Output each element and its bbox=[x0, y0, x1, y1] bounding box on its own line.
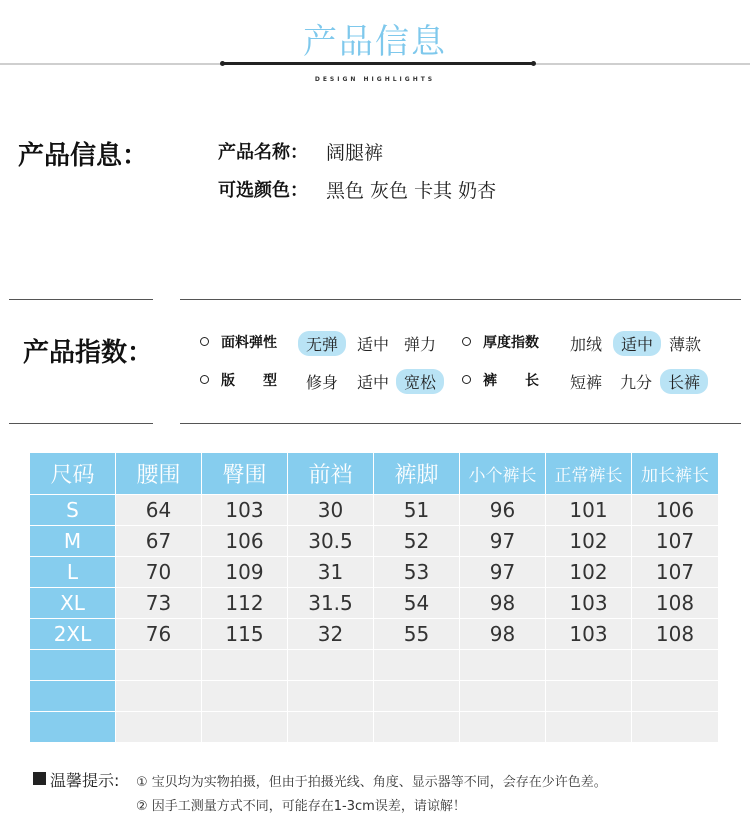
table-empty-row bbox=[30, 712, 719, 743]
index-section-label: 产品指数： bbox=[23, 338, 154, 368]
table-cell: 51 bbox=[374, 495, 460, 526]
table-cell: 55 bbox=[374, 619, 460, 650]
table-cell: 31 bbox=[288, 557, 374, 588]
size-cell: S bbox=[30, 495, 116, 526]
table-cell bbox=[632, 712, 719, 743]
size-cell: L bbox=[30, 557, 116, 588]
table-cell: 107 bbox=[632, 526, 719, 557]
column-header: 尺码 bbox=[30, 453, 116, 495]
table-cell: 115 bbox=[202, 619, 288, 650]
table-cell bbox=[460, 650, 546, 681]
index-option-selected: 宽松 bbox=[396, 369, 444, 394]
colors-key: 可选颜色： bbox=[218, 180, 308, 201]
column-header: 裤脚 bbox=[374, 453, 460, 495]
table-header-row bbox=[30, 453, 719, 495]
index-option: 适中 bbox=[357, 335, 390, 354]
table-cell: 102 bbox=[546, 526, 632, 557]
column-header: 加长裤长 bbox=[632, 453, 719, 495]
table-cell: 107 bbox=[632, 557, 719, 588]
table-cell bbox=[116, 681, 202, 712]
index-option: 短裤 bbox=[570, 373, 603, 392]
table-cell: 64 bbox=[116, 495, 202, 526]
product-name-value: 阔腿裤 bbox=[326, 142, 384, 164]
table-cell bbox=[460, 681, 546, 712]
table-cell bbox=[288, 681, 374, 712]
index-option-selected: 长裤 bbox=[660, 369, 708, 394]
table-empty-row bbox=[30, 681, 719, 712]
table-cell: 52 bbox=[374, 526, 460, 557]
table-cell: 31.5 bbox=[288, 588, 374, 619]
size-cell bbox=[30, 712, 116, 743]
table-cell: 108 bbox=[632, 588, 719, 619]
index-name-length: 裤 长 bbox=[483, 373, 539, 389]
table-cell bbox=[202, 681, 288, 712]
column-header: 正常裤长 bbox=[546, 453, 632, 495]
notes-square-icon bbox=[33, 772, 46, 785]
index-option: 九分 bbox=[620, 373, 653, 392]
table-cell: 67 bbox=[116, 526, 202, 557]
table-cell: 73 bbox=[116, 588, 202, 619]
index-option-selected: 无弹 bbox=[298, 331, 346, 356]
index-option: 弹力 bbox=[404, 335, 437, 354]
column-header: 臀围 bbox=[202, 453, 288, 495]
bullet-icon bbox=[462, 337, 471, 346]
table-cell bbox=[546, 681, 632, 712]
table-cell: 109 bbox=[202, 557, 288, 588]
size-cell bbox=[30, 681, 116, 712]
table-cell bbox=[374, 681, 460, 712]
table-cell: 97 bbox=[460, 557, 546, 588]
colors-value: 黑色 灰色 卡其 奶杏 bbox=[326, 180, 497, 202]
table-cell bbox=[374, 650, 460, 681]
divider-right-top bbox=[180, 299, 741, 300]
table-cell bbox=[288, 712, 374, 743]
table-cell bbox=[202, 712, 288, 743]
table-cell bbox=[374, 712, 460, 743]
table-cell: 32 bbox=[288, 619, 374, 650]
table-cell: 76 bbox=[116, 619, 202, 650]
table-cell: 101 bbox=[546, 495, 632, 526]
table-cell: 103 bbox=[202, 495, 288, 526]
size-cell: XL bbox=[30, 588, 116, 619]
bullet-icon bbox=[200, 337, 209, 346]
table-cell: 98 bbox=[460, 588, 546, 619]
table-cell: 102 bbox=[546, 557, 632, 588]
table-cell bbox=[202, 650, 288, 681]
accent-dot-right bbox=[531, 61, 536, 66]
column-header: 腰围 bbox=[116, 453, 202, 495]
note-item: ① 宝贝均为实物拍摄，但由于拍摄光线、角度、显示器等不同，会存在少许色差。 bbox=[136, 775, 607, 790]
index-option: 加绒 bbox=[570, 335, 603, 354]
divider-left-bottom bbox=[9, 423, 153, 424]
info-section-label: 产品信息： bbox=[18, 141, 149, 171]
table-empty-row bbox=[30, 650, 719, 681]
table-cell: 70 bbox=[116, 557, 202, 588]
table-cell: 103 bbox=[546, 619, 632, 650]
table-row bbox=[30, 526, 719, 557]
table-row bbox=[30, 495, 719, 526]
table-cell: 106 bbox=[202, 526, 288, 557]
notes-title: 温馨提示: bbox=[50, 771, 120, 790]
table-cell: 112 bbox=[202, 588, 288, 619]
note-item: ② 因手工测量方式不同，可能存在1-3cm误差，请谅解！ bbox=[136, 799, 466, 814]
table-cell: 96 bbox=[460, 495, 546, 526]
column-header: 小个裤长 bbox=[460, 453, 546, 495]
table-cell bbox=[288, 650, 374, 681]
index-option: 薄款 bbox=[669, 335, 702, 354]
table-cell bbox=[632, 650, 719, 681]
table-cell bbox=[460, 712, 546, 743]
table-cell: 54 bbox=[374, 588, 460, 619]
page-title: 产品信息 bbox=[303, 22, 447, 62]
size-cell bbox=[30, 650, 116, 681]
product-name-key: 产品名称： bbox=[218, 142, 308, 163]
table-cell: 30.5 bbox=[288, 526, 374, 557]
index-name-thickness: 厚度指数 bbox=[483, 335, 539, 351]
table-cell: 98 bbox=[460, 619, 546, 650]
index-name-fit: 版 型 bbox=[221, 373, 277, 389]
header-accent-line bbox=[224, 62, 534, 65]
bullet-icon bbox=[200, 375, 209, 384]
table-cell: 108 bbox=[632, 619, 719, 650]
table-cell bbox=[116, 650, 202, 681]
index-option: 修身 bbox=[306, 373, 339, 392]
index-option-selected: 适中 bbox=[613, 331, 661, 356]
table-row bbox=[30, 619, 719, 650]
table-cell: 106 bbox=[632, 495, 719, 526]
index-name-fabric: 面料弹性 bbox=[221, 335, 277, 351]
table-row bbox=[30, 588, 719, 619]
column-header: 前裆 bbox=[288, 453, 374, 495]
accent-dot-left bbox=[220, 61, 225, 66]
table-cell bbox=[546, 650, 632, 681]
table-cell: 53 bbox=[374, 557, 460, 588]
table-cell bbox=[632, 681, 719, 712]
page-subtitle: DESIGN HIGHLIGHTS bbox=[314, 76, 436, 83]
size-cell: M bbox=[30, 526, 116, 557]
size-table bbox=[29, 452, 719, 743]
index-option: 适中 bbox=[357, 373, 390, 392]
table-cell: 30 bbox=[288, 495, 374, 526]
table-cell: 97 bbox=[460, 526, 546, 557]
bullet-icon bbox=[462, 375, 471, 384]
table-cell bbox=[116, 712, 202, 743]
divider-right-bottom bbox=[180, 423, 741, 424]
table-cell: 103 bbox=[546, 588, 632, 619]
table-cell bbox=[546, 712, 632, 743]
table-row bbox=[30, 557, 719, 588]
divider-left-top bbox=[9, 299, 153, 300]
size-cell: 2XL bbox=[30, 619, 116, 650]
